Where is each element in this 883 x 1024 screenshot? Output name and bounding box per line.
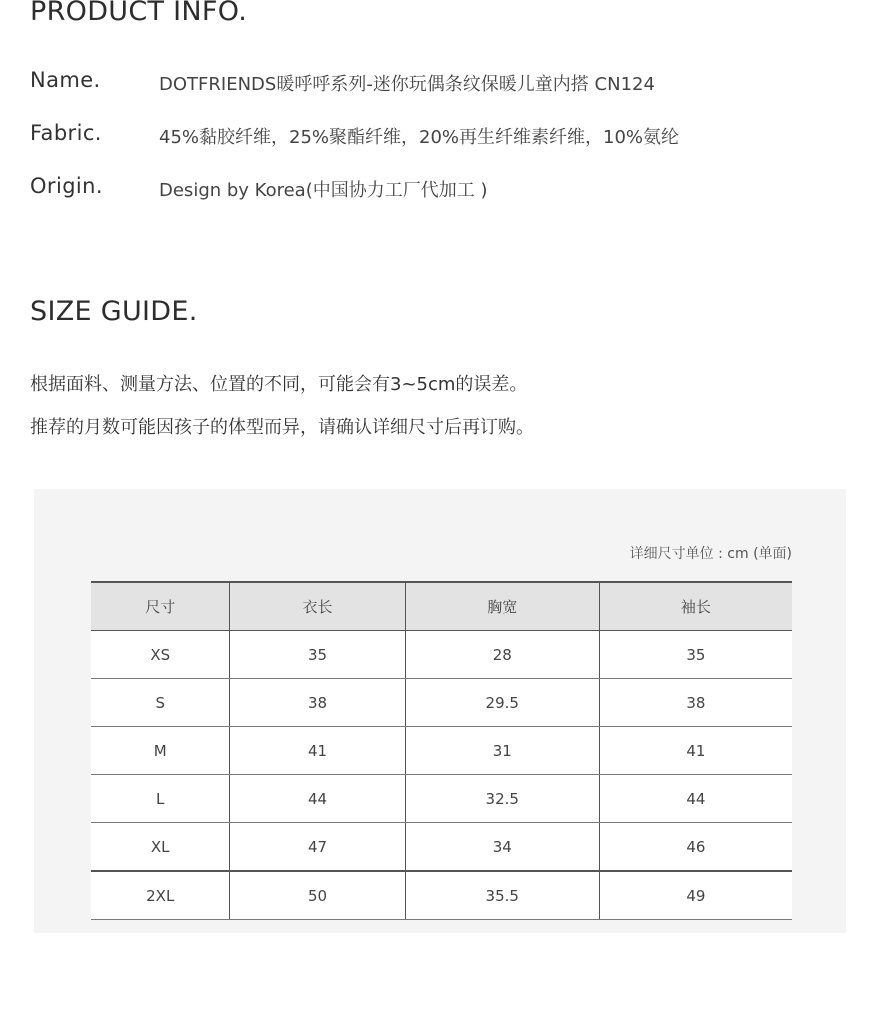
product-info-title: PRODUCT INFO. [30, 0, 248, 27]
column-header: 袖长 [599, 582, 792, 631]
table-row [91, 631, 792, 679]
table-cell: 38 [599, 679, 792, 727]
table-row [91, 679, 792, 727]
table-cell: 35 [230, 631, 405, 679]
unit-note: 详细尺寸单位 : cm (单面) [629, 546, 792, 562]
table-cell: 35.5 [405, 871, 599, 920]
table-cell: 44 [230, 775, 405, 823]
table-cell: 28 [405, 631, 599, 679]
size-note: 推荐的月数可能因孩子的体型而异，请确认详细尺寸后再订购。 [30, 417, 534, 438]
table-cell: 41 [599, 727, 792, 775]
column-header: 尺寸 [91, 582, 230, 631]
table-row [91, 775, 792, 823]
info-value: Design by Korea(中国协力工厂代加工 ) [159, 180, 488, 201]
table-cell: 34 [405, 823, 599, 872]
table-cell: 46 [599, 823, 792, 872]
table-cell: S [91, 679, 230, 727]
info-value: DOTFRIENDS暖呼呼系列-迷你玩偶条纹保暖儿童内搭 CN124 [159, 74, 655, 95]
table-cell: XL [91, 823, 230, 872]
table-cell: 49 [599, 871, 792, 920]
table-row [91, 871, 792, 920]
info-label: Origin. [30, 174, 103, 198]
table-row [91, 727, 792, 775]
table-cell: 29.5 [405, 679, 599, 727]
size-table-panel [34, 489, 846, 933]
table-cell: 44 [599, 775, 792, 823]
info-label: Fabric. [30, 121, 102, 145]
table-cell: 35 [599, 631, 792, 679]
table-row [91, 823, 792, 872]
table-cell: 2XL [91, 871, 230, 920]
table-cell: 50 [230, 871, 405, 920]
table-cell: XS [91, 631, 230, 679]
table-cell: L [91, 775, 230, 823]
table-cell: 41 [230, 727, 405, 775]
table-cell: 32.5 [405, 775, 599, 823]
size-note: 根据面料、测量方法、位置的不同，可能会有3~5cm的误差。 [30, 374, 528, 395]
info-label: Name. [30, 68, 101, 92]
table-header-row [91, 582, 792, 631]
info-value: 45%黏胶纤维，25%聚酯纤维，20%再生纤维素纤维，10%氨纶 [159, 127, 680, 148]
size-table [91, 581, 792, 920]
table-cell: 38 [230, 679, 405, 727]
table-cell: M [91, 727, 230, 775]
table-cell: 47 [230, 823, 405, 872]
size-guide-title: SIZE GUIDE. [30, 296, 198, 327]
column-header: 衣长 [230, 582, 405, 631]
column-header: 胸宽 [405, 582, 599, 631]
table-cell: 31 [405, 727, 599, 775]
